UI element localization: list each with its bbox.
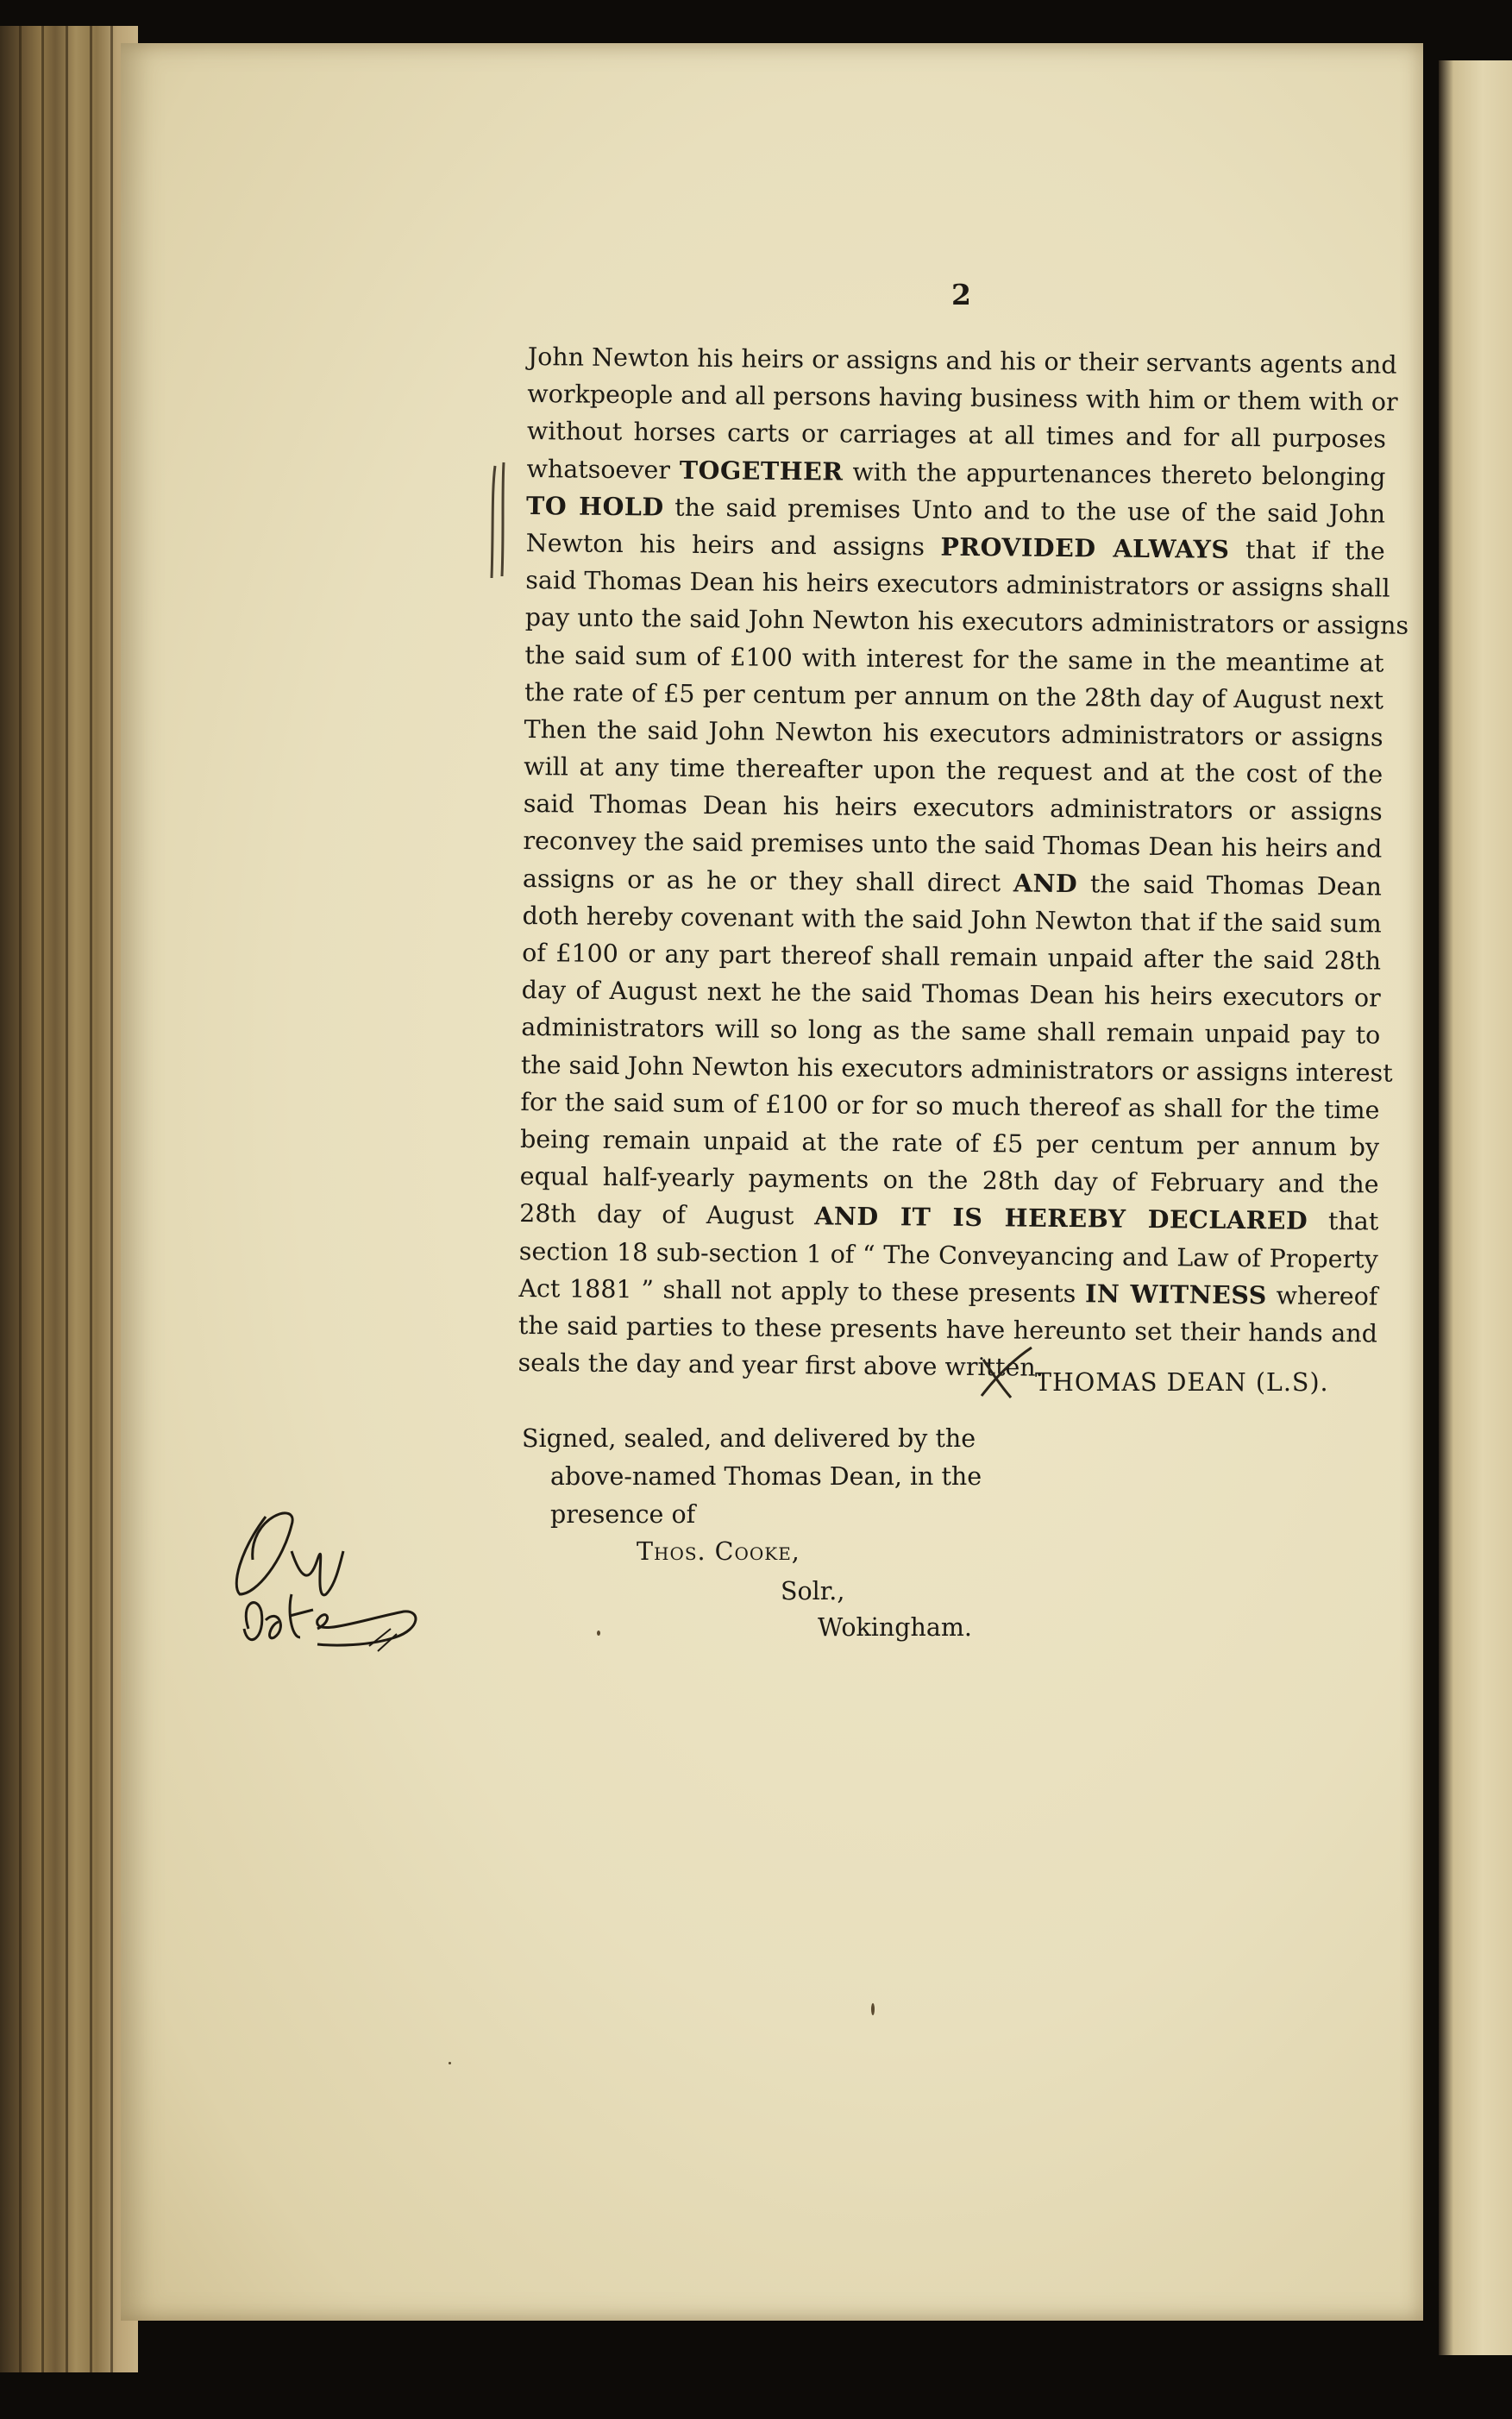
text-line: Then the said John Newton his executors administrators or assigns	[524, 714, 1383, 752]
signatory-line	[1035, 1368, 1329, 1397]
text-line: the rate of £5 per centum per annum on the 28th day of August next	[524, 677, 1384, 715]
text-line: assigns or as he or they shall direct AND the said Thomas Dean	[522, 864, 1383, 902]
deed-body-text	[518, 338, 1409, 1390]
text-line: said Thomas Dean his heirs executors administrators or assigns shall	[525, 566, 1390, 603]
text-line: will at any time thereafter upon the request and at the cost of the	[524, 752, 1383, 789]
text-line: whatsoever TOGETHER with the appurtenances thereto belonging	[526, 454, 1386, 492]
text-line: said Thomas Dean his heirs executors administrators or assigns	[523, 789, 1383, 826]
text-line: day of August next he the said Thomas Dean his heirs executors or	[521, 976, 1381, 1013]
book-page-edges	[0, 26, 138, 2372]
attestation-clause	[522, 1420, 982, 1534]
text-line: doth hereby covenant with the said John Newton that if the said sum	[522, 901, 1382, 939]
text-line: Newton his heirs and assigns PROVIDED ALWAYS that if the	[525, 528, 1385, 566]
attestation-line: Signed, sealed, and delivered by the	[522, 1424, 976, 1453]
text-line: section 18 sub-section 1 of “ The Conveyancing and Law of Property	[518, 1236, 1378, 1274]
adjacent-page-edge	[1439, 60, 1512, 2355]
text-line: of £100 or any part thereof shall remain unpaid after the said 28th	[522, 938, 1382, 976]
witness-title: Solr.,	[781, 1577, 845, 1605]
text-line: reconvey the said premises unto the said Thomas Dean his heirs and	[523, 826, 1383, 864]
paper-speck	[871, 2003, 875, 2015]
witness-name: Thos. Cooke,	[637, 1537, 800, 1566]
text-line: equal half-yearly payments on the 28th day of February and the	[519, 1162, 1379, 1199]
margin-pencil-mark	[483, 457, 518, 587]
text-line: seals the day and year first above written.	[518, 1348, 1044, 1382]
text-line: the said sum of £100 with interest for the same in the meantime at	[524, 640, 1384, 678]
text-line: workpeople and all persons having business with him or them with or	[527, 380, 1398, 417]
seal-mark: (L.S).	[1255, 1368, 1329, 1397]
attestation-line: presence of	[550, 1500, 696, 1529]
paper-speck	[597, 1630, 600, 1636]
paper-speck	[449, 2062, 451, 2064]
handwritten-initials	[231, 1499, 430, 1698]
text-line: the said parties to these presents have hereunto set their hands and	[518, 1310, 1378, 1348]
text-line: being remain unpaid at the rate of £5 per centum per annum by	[519, 1124, 1380, 1162]
text-line: TO HOLD the said premises Unto and to the use of the said John	[525, 490, 1386, 529]
text-line: John Newton his heirs or assigns and his or their servants agents and	[527, 342, 1397, 380]
text-line: 28th day of August AND IT IS HEREBY DECLARED that	[519, 1199, 1379, 1236]
text-line: the said John Newton his executors administrators or assigns interest	[520, 1050, 1393, 1088]
text-line: without horses carts or carriages at all times and for all purposes	[526, 417, 1387, 454]
signatory-name: THOMAS DEAN	[1035, 1368, 1247, 1397]
text-line: pay unto the said John Newton his executors administrators or assigns	[524, 603, 1409, 641]
text-line: for the said sum of £100 or for so much thereof as shall for the time	[520, 1087, 1380, 1125]
attestation-line: above-named Thomas Dean, in the	[550, 1462, 982, 1491]
text-line: Act 1881 ” shall not apply to these presents IN WITNESS whereof	[518, 1273, 1378, 1311]
signature-x-mark	[975, 1342, 1035, 1403]
text-line: administrators will so long as the same shall remain unpaid pay to	[521, 1013, 1381, 1050]
witness-place: Wokingham.	[818, 1613, 972, 1642]
page-number: 2	[951, 278, 971, 311]
